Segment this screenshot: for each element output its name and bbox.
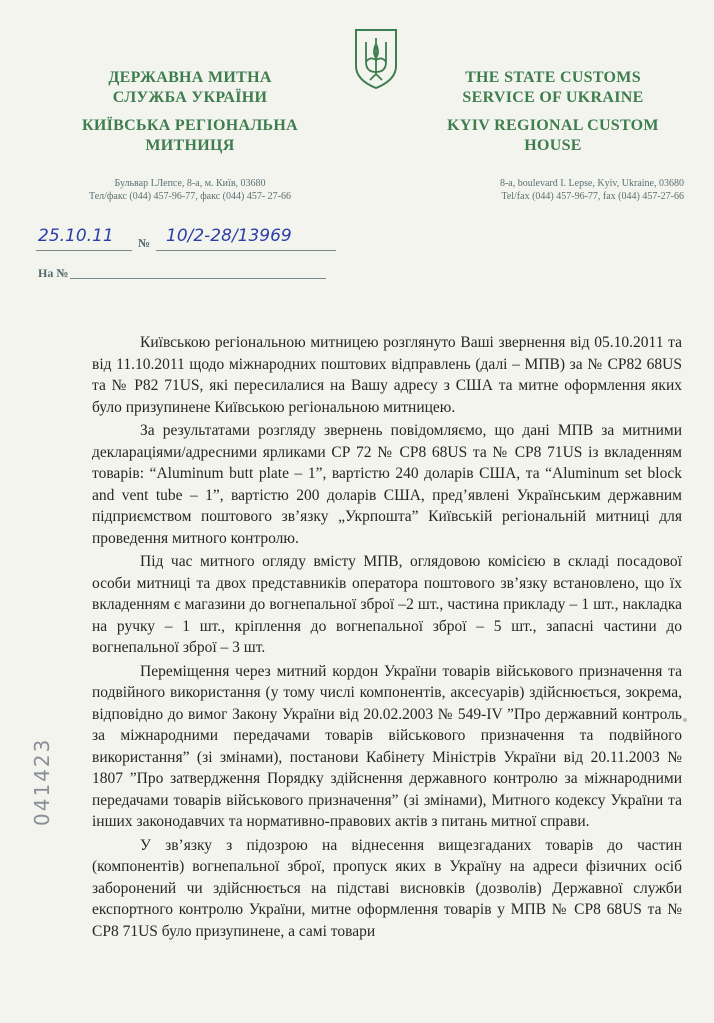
incoming-reference-line [70,278,326,279]
registration-stamp-number: 041423 [30,737,54,826]
header-ua-line1: ДЕРЖАВНА МИТНА [108,69,272,86]
incoming-reference-label: На № [38,266,69,280]
header-en-line2: SERVICE OF UKRAINE [462,89,644,106]
header-en-line1: THE STATE CUSTOMS [465,69,641,86]
address-ua-line1: Бульвар І.Лепсе, 8-а, м. Київ, 03680 [114,178,266,189]
address-en-line2: Tel/fax (044) 457-96-77, fax (044) 457-27-66 [501,191,684,202]
address-ua [55,177,325,203]
header-en-line4: HOUSE [524,137,582,154]
handwritten-date: 25.10.11 [38,226,114,246]
header-en-line3: KYIV REGIONAL CUSTOM [447,117,659,134]
address-en-line1: 8-a, boulevard I. Lepse, Kyiv, Ukraine, 03680 [499,178,684,189]
address-ua-line2: Тел/факс (044) 457-96-77, факс (044) 457- 27-66 [88,191,291,202]
handwritten-number: 10/2-28/13969 [166,226,292,246]
paragraph-5: У зв’язку з підозрою на віднесення вищезгаданих товарів до частин (компонентів) вогнепальної зброї, пропуск яких в Україну на адреси фізичних осіб заборонений чи здійснюється на підставі висновків (дозволів) Державної служби експортного контролю України, митне оформлення товарів у МПВ № СР8 68US та № СР8 71US було призупинене, а самі товари [92,836,682,940]
paragraph-1: Київською регіональною митницею розглянуто Ваші звернення від 05.10.2011 та від 11.10.2011 щодо міжнародних поштових відправлень (далі – МПВ) за № СР82 68US та № Р82 71US, які пересилалися на Вашу адресу з США та митне оформлення яких було призупинене Київською регіональною митницею. [92,334,682,416]
header-en [418,68,688,156]
number-label: № [138,236,151,250]
address-en [430,177,684,203]
trident-coat-of-arms-icon [352,26,400,90]
paragraph-4: Переміщення через митний кордон України товарів військового призначення та подвійного використання (у тому числі компонентів, аксесуарів) здійснюється, зокрема, відповідно до вимог Закону України від 20.02.2003 № 549-IV ”Про державний контроль за міжнародними передачами товарів військового призначення та подвійного використання” (зі змінами), постанови Кабінету Міністрів України від 20.11.2003 № 1807 ”Про затвердження Порядку здійснення державного контролю за міжнародними передачами товарів військового призначення” (зі змінами), Митного кодексу України та інших законодавчих та нормативно-правових актів з питань митної справи. [92,662,682,830]
letter-body [92,332,682,942]
header-ua [60,68,320,156]
paragraph-3: Під час митного огляду вмісту МПВ, оглядовою комісією в складі посадової особи митниці та двох представників оператора поштового зв’язку встановлено, що їх вкладенням є магазини до вогнепальної зброї –2 шт., частина прикладу – 1 шт., накладка на ручку – 1 шт., кріплення до вогнепальної зброї – 5 шт., запасні частини до вогнепальної зброї – 3 шт. [92,553,682,656]
header-ua-line3: КИЇВСЬКА РЕГІОНАЛЬНА [81,117,299,134]
outgoing-reference [36,226,336,252]
header-ua-line4: МИТНИЦЯ [145,137,235,154]
paragraph-2: За результатами розгляду звернень повідомляємо, що дані МПВ за митними деклараціями/адресними ярликами СР 72 № СР8 68US та № СР8 71US із вкладенням товарів: “Aluminum butt plate – 1”, вартістю 240 доларів США, та “Aluminum set block and vent tube – 1”, вартістю 200 доларів США, пред’явлені Українським державним підприємством поштового зв’язку „Укрпошта” Київській регіональній митниці для проведення митного контролю. [92,422,682,547]
header-ua-line2: СЛУЖБА УКРАЇНИ [112,89,268,106]
paper-mark [683,718,687,722]
